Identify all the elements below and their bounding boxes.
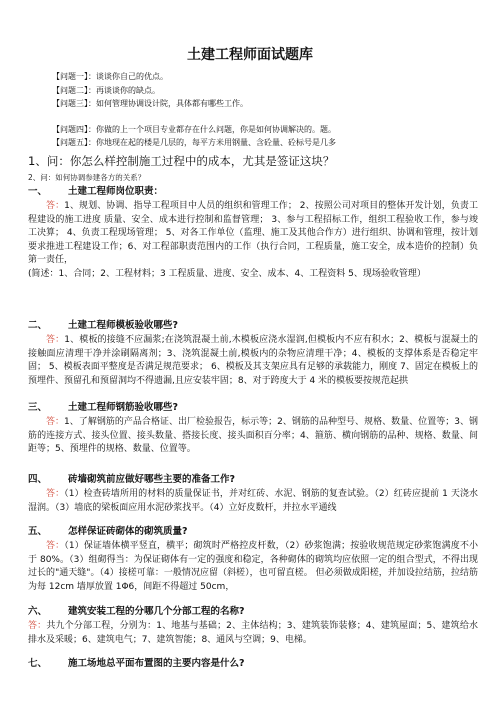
answer-label: 答： — [46, 489, 65, 499]
section-heading: 五、 怎样保证砖砌体的砌筑质量? — [28, 526, 188, 537]
section-heading: 二、 土建工程师模板验收哪些? — [28, 320, 179, 331]
question-item: 【问题一】：谈谈你自己的优点。 — [52, 72, 168, 81]
section-heading: 三、 土建工程师钢筋验收哪些? — [28, 402, 179, 413]
answer-label: 答： — [46, 201, 65, 211]
question-item: 【问题二】：再谈谈你的缺点。 — [52, 85, 160, 95]
answer-label: 答： — [46, 335, 65, 345]
answer-label: 答： — [28, 621, 47, 631]
section-summary: (简述：1、合同；2、工程材料；3 工程质量、进度、安全、成本、4、工程资料 5、现场验收管理） — [28, 268, 426, 279]
answer-label: 答： — [46, 417, 65, 427]
small-question: 2、问：如何协调参建各方的关系？ — [28, 173, 146, 182]
big-question: 1、问：你怎么样控制施工过程中的成本，尤其是签证这块？ — [28, 154, 335, 168]
question-item: 【问题三】：如何管理协调设计院，具体都有哪些工作。 — [52, 99, 248, 108]
section-6 — [28, 604, 478, 647]
section-heading: 七、 施工场地总平面布置图的主要内容是什么? — [28, 658, 245, 669]
section-body: 答：1、模板的接缝不应漏浆;在浇筑混凝土前,木模板应浇水湿润,但模板内不应有积水；2、模板与混凝土的接触面应清理干净并涂刷隔离剂；3、浇筑混凝土前,模板内的杂物应清理干净；4、模板的支撑体系是否稳定牢固； 5、模板表面平整度是否满足规范要求； 6、模板及其支架应具有足够的承载能力，刚度 7、固定在模板上的预埋件、预留孔和预留洞均不得遗漏,且应安装牢固；8、对于跨度大于 4 米的模板要按规范起拱 — [28, 335, 478, 386]
section-3 — [28, 400, 478, 457]
section-body: 答：1、了解钢筋的产品合格证、出厂检验报告，标示等；2、钢筋的品种型号、规格、数量、位置等；3、钢筋的连接方式、接头位置、接头数量、搭接长度、接头面积百分率；4、箍筋、横向钢筋的品种、规格、数量、间距等；5、预埋件的规格、数量、位置等。 — [28, 417, 478, 454]
section-7 — [28, 656, 478, 672]
section-5 — [28, 524, 478, 594]
answer-label: 答： — [46, 541, 65, 551]
section-body: 答：（1）保证墙体横平竖直，横平；砌筑时严格控皮杆数，（2）砂浆饱满；按验收规范规定砂浆饱满度不小于 80%。（3）组砌得当：为保证砌体有一定的强度和稳定，各种砌体的砌筑均应依照一定的组合型式，不得出现过长的"通天缝"。（4）接槎可靠：一般情况应留（斜槎），也可留直槎。 但必须做成阳槎，并加设拉结筋，拉结筋为每 12cm 墙厚放置 1Φ6，间距不得超过 50cm， — [28, 541, 478, 592]
section-body: 答：1、规划、协调、指导工程项目中人员的组织和管理工作； 2、按照公司对项目的整体开发计划，负责工程建设的施工进度 质量、安全、成本进行控制和监督管理； 3、参与工程招标工作，组织工程验收工作，参与竣工决算； 4、负责工程现场管理； 5、对各工作单位（监理、施工及其他合作方）进行组织、协调和管理，按计划要求推进工程建设工作；6、对工程部职责范围内的工作（执行合同，工程质量，施工安全，成本造价的控制）负第一责任， — [28, 201, 478, 265]
section-4 — [28, 472, 478, 515]
section-body: 答：共九个分部工程，分别为：1、地基与基础；2、主体结构；3、建筑装饰装修；4、建筑屋面；5、建筑给水排水及采暖；6、建筑电气；7、建筑智能；8、通风与空调；9、电梯。 — [28, 621, 478, 645]
question-item: 【问题五】：你地现在起的楼是几层的，每平方米用钢量、含砼量、砼标号是几多 — [52, 138, 336, 147]
question-item: 【问题四】：你做的上一个项目专业都存在什么问题，你是如何协调解决的。题。 — [52, 124, 336, 134]
section-2 — [28, 318, 478, 388]
section-heading: 一、 土建工程师岗位职责： — [28, 186, 164, 197]
section-1 — [28, 184, 478, 281]
page-title: 土建工程师面试题库 — [187, 47, 313, 63]
section-heading: 六、 建筑安装工程的分哪几个分部工程的名称? — [28, 606, 245, 617]
section-body: 答：（1）检查砖墙所用的材料的质量保证书，并对红砖、水泥、钢筋的复查试验。（2）红砖应提前 1 天浇水湿润。（3）墙底的梁板面应用水泥砂浆找平。（4）立好皮数杆，并拉水平通线 — [28, 489, 478, 513]
section-heading: 四、 砖墙砌筑前应做好哪些主要的准备工作? — [28, 474, 236, 485]
question-list — [52, 70, 472, 150]
